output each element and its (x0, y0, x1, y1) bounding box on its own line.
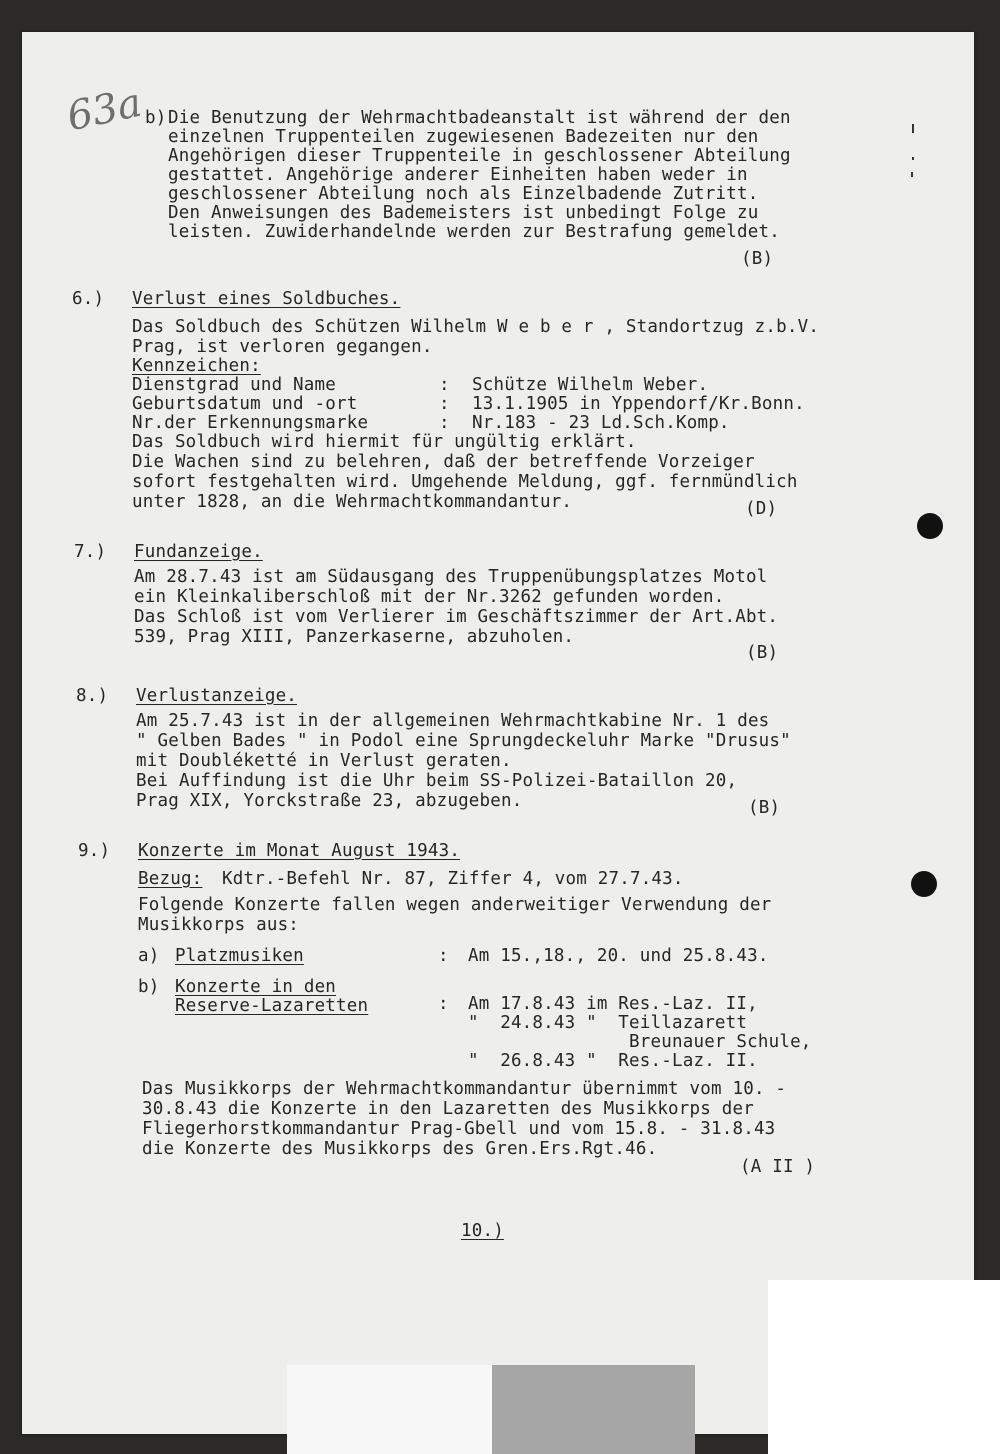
item7-body-line: Das Schloß ist vom Verlierer im Geschäftszimmer der Art.Abt. (134, 607, 779, 627)
section-b-line: Die Benutzung der Wehrmachtbadeanstalt ist während der den (168, 108, 791, 128)
item8-number: 8.) (76, 686, 109, 706)
item6-number: 6.) (72, 289, 105, 309)
item9-sub-b-marker: b) (138, 977, 160, 997)
item7-number: 7.) (74, 542, 107, 562)
item9-sub-b-row: " 26.8.43 " Res.-Laz. II. (468, 1051, 758, 1071)
punch-hole (917, 513, 943, 539)
item6-field-label: Geburtsdatum und -ort (132, 394, 358, 414)
item9-sub-a-marker: a) (138, 946, 160, 966)
item9-sub-a-sep: : (438, 946, 449, 966)
item6-title: Verlust eines Soldbuches. (132, 289, 401, 309)
item9-sub-b-row: " 24.8.43 " Teillazarett (468, 1013, 748, 1033)
item8-body-line: mit Doubléketté in Verlust geraten. (136, 751, 512, 771)
item9-intro-line: Folgende Konzerte fallen wegen anderweitiger Verwendung der (138, 895, 772, 915)
item6-field-sep: : (439, 375, 450, 395)
calibration-card-light (287, 1365, 492, 1454)
item9-body-line: 30.8.43 die Konzerte in den Lazaretten des Musikkorps der (142, 1099, 754, 1119)
item8-body-line: Bei Auffindung ist die Uhr beim SS-Polizei-Bataillon 20, (136, 771, 738, 791)
item6-body-line: Das Soldbuch wird hiermit für ungültig erklärt. (132, 432, 637, 452)
calibration-card-gray (492, 1365, 695, 1454)
item8-body-line: " Gelben Bades " in Podol eine Sprungdeckeluhr Marke "Drusus" (136, 731, 791, 751)
item6-field-value: Schütze Wilhelm Weber. (472, 375, 709, 395)
margin-mark (912, 124, 914, 133)
item8-code: (B) (748, 798, 781, 818)
item7-title: Fundanzeige. (134, 542, 263, 562)
item9-bezug-text: Kdtr.-Befehl Nr. 87, Ziffer 4, vom 27.7.43. (222, 869, 684, 889)
item9-sub-b-row: Am 17.8.43 im Res.-Laz. II, (468, 994, 758, 1014)
punch-hole (911, 871, 937, 897)
item7-body-line: Am 28.7.43 ist am Südausgang des Truppenübungsplatzes Motol (134, 567, 768, 587)
item9-sub-b-label: Konzerte in den (175, 977, 337, 997)
item6-body-line: sofort festgehalten wird. Umgehende Meldung, ggf. fernmündlich (132, 472, 798, 492)
section-b-line: leisten. Zuwiderhandelnde werden zur Bestrafung gemeldet. (168, 222, 780, 242)
item9-title: Konzerte im Monat August 1943. (138, 841, 461, 861)
page-footer-number: 10.) (461, 1221, 504, 1241)
margin-mark (911, 172, 913, 177)
section-b-marker: b) (145, 108, 167, 128)
section-b-code: (B) (741, 249, 774, 269)
item6-body-line: Die Wachen sind zu belehren, daß der betreffende Vorzeiger (132, 452, 755, 472)
item7-body-line: 539, Prag XIII, Panzerkaserne, abzuholen. (134, 627, 575, 647)
item6-field-sep: : (439, 413, 450, 433)
item9-sub-b-row: Breunauer Schule, (468, 1032, 812, 1052)
item8-body-line: Prag XIX, Yorckstraße 23, abzugeben. (136, 791, 523, 811)
section-b-line: Angehörigen dieser Truppenteile in geschlossener Abteilung (168, 146, 791, 166)
calibration-card-white (768, 1280, 1000, 1454)
item6-field-sep: : (439, 394, 450, 414)
item6-field-value: 13.1.1905 in Yppendorf/Kr.Bonn. (472, 394, 805, 414)
item9-body-line: die Konzerte des Musikkorps des Gren.Ers.Rgt.46. (142, 1139, 658, 1159)
item9-number: 9.) (78, 841, 111, 861)
item9-code: (A II ) (740, 1157, 816, 1177)
item6-body-line: unter 1828, an die Wehrmachtkommandantur. (132, 492, 573, 512)
item9-bezug-label: Bezug: (138, 869, 203, 889)
item8-body-line: Am 25.7.43 ist in der allgemeinen Wehrmachtkabine Nr. 1 des (136, 711, 770, 731)
margin-mark (912, 157, 914, 160)
item9-intro-line: Musikkorps aus: (138, 915, 300, 935)
item8-title: Verlustanzeige. (136, 686, 298, 706)
item6-field-value: Nr.183 - 23 Ld.Sch.Komp. (472, 413, 730, 433)
section-b-line: gestattet. Angehörige anderer Einheiten haben weder in (168, 165, 748, 185)
item9-body-line: Das Musikkorps der Wehrmachtkommandantur übernimmt vom 10. - (142, 1079, 787, 1099)
section-b-line: einzelnen Truppenteilen zugewiesenen Badezeiten nur den (168, 127, 759, 147)
item6-field-label: Nr.der Erkennungsmarke (132, 413, 369, 433)
item9-sub-b-sep: : (438, 994, 449, 1014)
item7-code: (B) (746, 643, 779, 663)
item6-field-label: Dienstgrad und Name (132, 375, 336, 395)
item9-body-line: Fliegerhorstkommandantur Prag-Gbell und vom 15.8. - 31.8.43 (142, 1119, 776, 1139)
item6-kennzeichen-label: Kennzeichen: (132, 356, 261, 376)
item9-sub-b-label: Reserve-Lazaretten (175, 996, 369, 1016)
section-b-line: Den Anweisungen des Bademeisters ist unbedingt Folge zu (168, 203, 759, 223)
item6-intro-line: Prag, ist verloren gegangen. (132, 337, 433, 357)
item6-intro-line: Das Soldbuch des Schützen Wilhelm W e b e r , Standortzug z.b.V. (132, 317, 820, 337)
document-page (22, 32, 974, 1434)
handwritten-page-annotation: 63a (63, 79, 146, 141)
item9-sub-a-label: Platzmusiken (175, 946, 304, 966)
item9-sub-a-value: Am 15.,18., 20. und 25.8.43. (468, 946, 769, 966)
section-b-line: geschlossener Abteilung noch als Einzelbadende Zutritt. (168, 184, 759, 204)
item6-code: (D) (745, 499, 778, 519)
item7-body-line: ein Kleinkaliberschloß mit der Nr.3262 gefunden worden. (134, 587, 725, 607)
